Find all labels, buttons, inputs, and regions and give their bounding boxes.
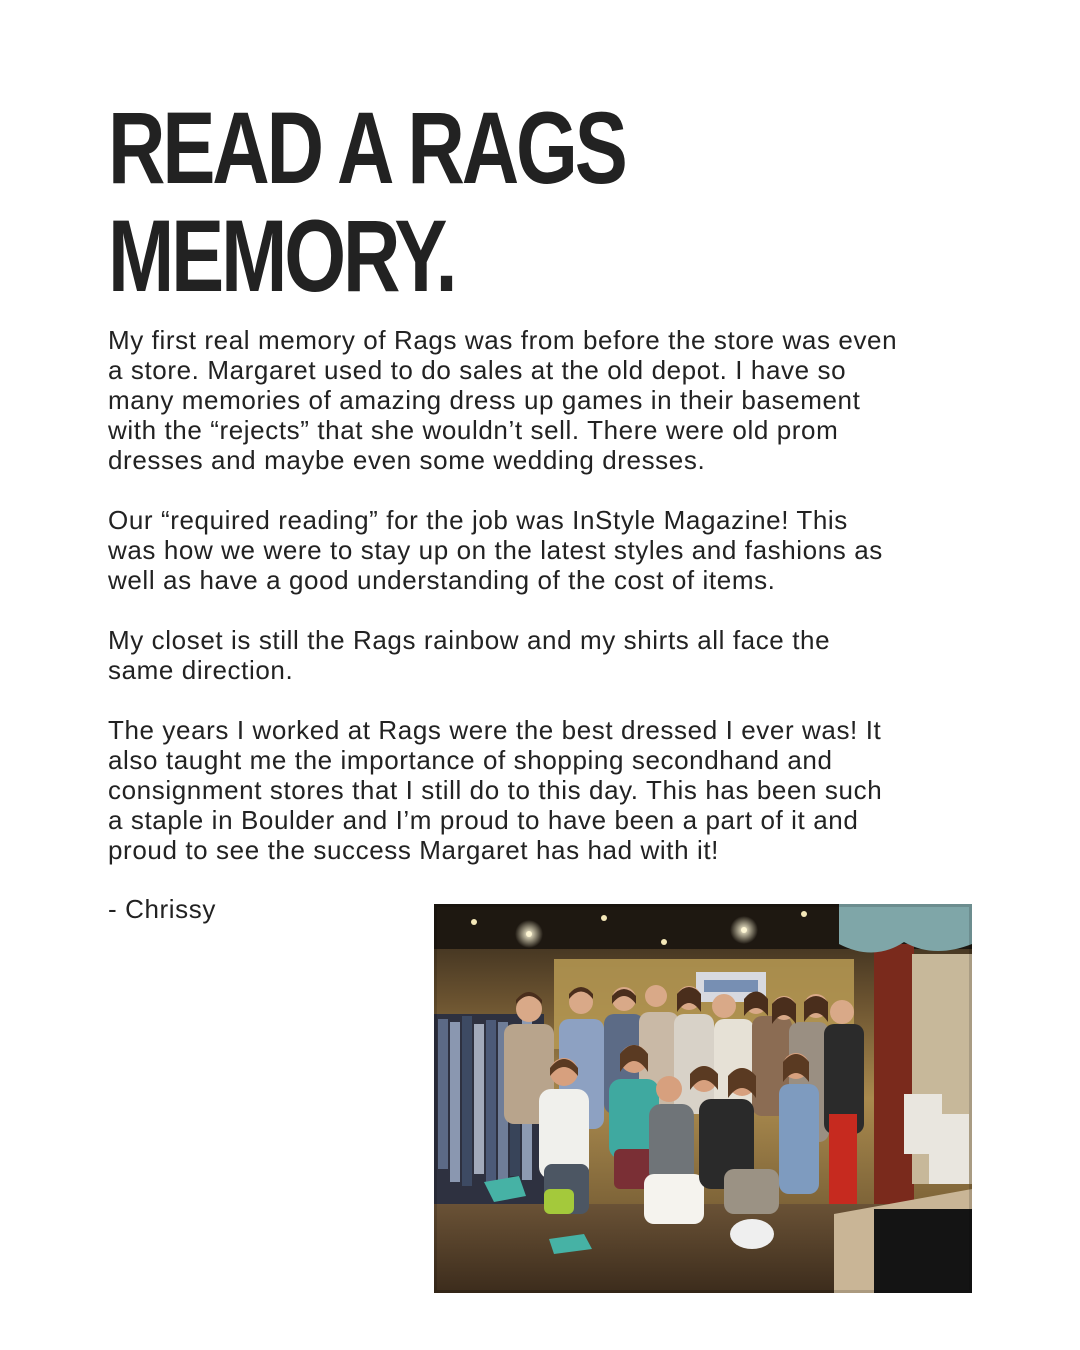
- page-title-line-1: READ A RAGS: [108, 91, 625, 205]
- memory-paragraph-3: My closet is still the Rags rainbow and my shirts all face the same direction.: [108, 625, 831, 685]
- group-photo-illustration: [434, 904, 972, 1293]
- page-title-line-2: MEMORY.: [108, 199, 455, 313]
- group-photo: [434, 904, 972, 1293]
- memory-text: [108, 325, 988, 895]
- memory-paragraph-4: The years I worked at Rags were the best dressed I ever was! It also taught me the importance of shopping secondhand and consignment stores that I still do to this day. This has been such a staple in Boulder and I’m proud to have been a part of it and proud to see the success Margaret has had with it!: [108, 715, 883, 865]
- page-title: [108, 91, 625, 313]
- memory-paragraph-1: My first real memory of Rags was from before the store was even a store. Margaret used to do sales at the old depot. I have so many memories of amazing dress up games in their basement with the “rejects” that she wouldn’t sell. There were old prom dresses and maybe even some wedding dresses.: [108, 325, 898, 475]
- signature: - Chrissy: [108, 894, 216, 924]
- memory-paragraph-2: Our “required reading” for the job was InStyle Magazine! This was how we were to stay up on the latest styles and fashions as well as have a good understanding of the cost of items.: [108, 505, 883, 595]
